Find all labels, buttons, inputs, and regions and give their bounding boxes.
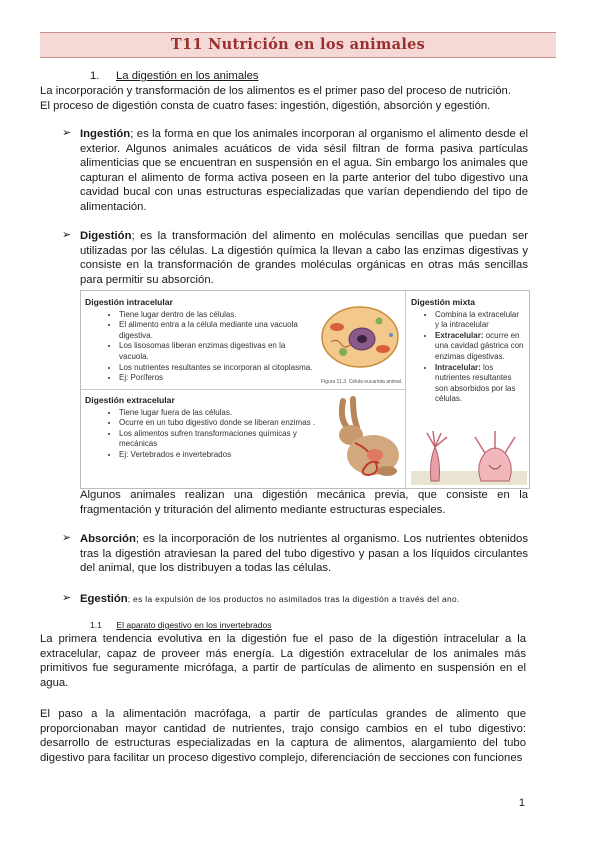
figure-caption: Figura 11.3. Célula eucariota animal. bbox=[321, 379, 403, 385]
digestion-types-figure bbox=[80, 290, 530, 489]
egestion-term: Egestión bbox=[80, 593, 128, 605]
list-item: • Los alimentos sufren transformaciones químicas y mecánicas bbox=[119, 429, 325, 450]
absorcion-paragraph bbox=[80, 532, 528, 576]
page-number: 1 bbox=[518, 797, 525, 809]
extracelular-title: Digestión extracelular bbox=[85, 395, 175, 405]
extracelular-box bbox=[85, 395, 325, 461]
list-item: • Tiene lugar fuera de las células. bbox=[119, 408, 325, 419]
arrow-bullet-icon: ➢ bbox=[62, 592, 72, 604]
ingestion-text: ; es la forma en que los animales incorporan al organismo el alimento desde el exterior. Algunos animales acuáticos de vida sésil filtran de forma pasiva partículas alimenticias que se encuentran en suspensión en el agua. Sin embargo los animales que capturan el alimento de forma activa poseen en la parte anterior del tubo digestivo una cavidad bucal con unas estructuras especializadas que varían dependiendo del tipo de alimentación. bbox=[80, 128, 528, 213]
animal-cell-image bbox=[317, 297, 403, 379]
intro-line-2: El proceso de digestión consta de cuatro fases: ingestión, digestión, absorción y egestión. bbox=[40, 99, 491, 112]
intro-text bbox=[40, 84, 560, 113]
digestion-paragraph bbox=[80, 229, 528, 287]
mixta-box bbox=[411, 297, 525, 405]
mixta-title: Digestión mixta bbox=[411, 297, 475, 307]
list-item: • Ej: Vertebrados e invertebrados bbox=[119, 450, 325, 461]
title-bar bbox=[40, 32, 556, 58]
absorcion-term: Absorción bbox=[80, 533, 136, 545]
section-title: La digestión en los animales bbox=[116, 70, 259, 82]
list-item: • Ocurre en un tubo digestivo donde se liberan enzimas . bbox=[119, 418, 325, 429]
egestion-text: ; es la expulsión de los productos no asimilados tras la digestión a través del ano. bbox=[127, 594, 460, 604]
egestion-paragraph bbox=[80, 592, 528, 607]
intracelular-title: Digestión intracelular bbox=[85, 297, 173, 307]
list-item: • Tiene lugar dentro de las células. bbox=[119, 310, 317, 321]
list-item: • Ej: Poríferos bbox=[119, 373, 317, 384]
mechanical-digestion-text: Algunos animales realizan una digestión mecánica previa, que consiste en la fragmentación y trituración del alimento mediante estructuras especiales. bbox=[80, 489, 528, 516]
section-number: 1.1 bbox=[90, 620, 102, 630]
rabbit-digestive-image bbox=[325, 393, 403, 483]
arrow-bullet-icon: ➢ bbox=[62, 127, 72, 139]
intracelular-box bbox=[85, 297, 317, 384]
arrow-bullet-icon: ➢ bbox=[62, 229, 72, 241]
section-number: 1. bbox=[90, 70, 100, 82]
intro-line-1: La incorporación y transformación de los alimentos es el primer paso del proceso de nutrición. bbox=[40, 85, 511, 97]
arrow-bullet-icon: ➢ bbox=[62, 532, 72, 544]
paragraph-1: La primera tendencia evolutiva en la digestión fue el paso de la digestión intracelular a la extracelular, capaz de proveer más energía. La digestión extracelular de los animales más primitivos fue seguramente micrófaga, a partir de partículas de alimento en suspensión en el agua. bbox=[40, 633, 526, 689]
digestion-text: ; es la transformación del alimento en moléculas sencillas que puedan ser utilizadas por las células. La digestión química la llevan a cabo las enzimas digestivas y consiste en la transformación de grandes moléculas orgánicas en otras más sencillas para permitir su absorción. bbox=[80, 230, 528, 286]
list-item: • Combina la extracelular y la intracelular bbox=[435, 310, 525, 331]
page-title: T11 Nutrición en los animales bbox=[170, 36, 426, 53]
hydra-image bbox=[411, 421, 527, 485]
ingestion-term: Ingestión bbox=[80, 128, 131, 140]
section-title: El aparato digestivo en los invertebrados bbox=[116, 620, 272, 630]
mixta-term: Extracelular: bbox=[435, 330, 484, 340]
paragraph-2: El paso a la alimentación macrófaga, a partir de partículas grandes de alimento que proporcionaban mayor cantidad de nutrientes, trajo consigo cambios en el tubo digestivo: desarrollo de estructuras especializadas en la captura de alimentos, alargamiento del tubo digestivo para facilitar un proceso digestivo complejo, diferenciación de secciones con funciones bbox=[40, 708, 526, 764]
mixta-term: Intracelular: bbox=[435, 362, 481, 372]
digestion-term: Digestión bbox=[80, 230, 132, 242]
section-heading-1-1 bbox=[90, 620, 272, 630]
list-item: • Los nutrientes resultantes se incorporan al citoplasma. bbox=[119, 363, 317, 374]
ingestion-paragraph bbox=[80, 127, 528, 215]
list-item: • Los lisosomas liberan enzimas digestivas en la vacuola. bbox=[119, 341, 317, 362]
list-item: • Intracelular: los nutrientes resultantes son absorbidos por las células. bbox=[435, 363, 525, 405]
absorcion-text: ; es la incorporación de los nutrientes al organismo. Los nutrientes obtenidos tras la digestión atraviesan la pared del tubo digestivo y pasan a los líquidos circulantes del animal, que los distribuyen a todas las células. bbox=[80, 533, 528, 575]
list-item: • El alimento entra a la célula mediante una vacuola digestiva. bbox=[119, 320, 317, 341]
list-item: • Extracelular: ocurre en una cavidad gástrica con enzimas digestivas. bbox=[435, 331, 525, 363]
